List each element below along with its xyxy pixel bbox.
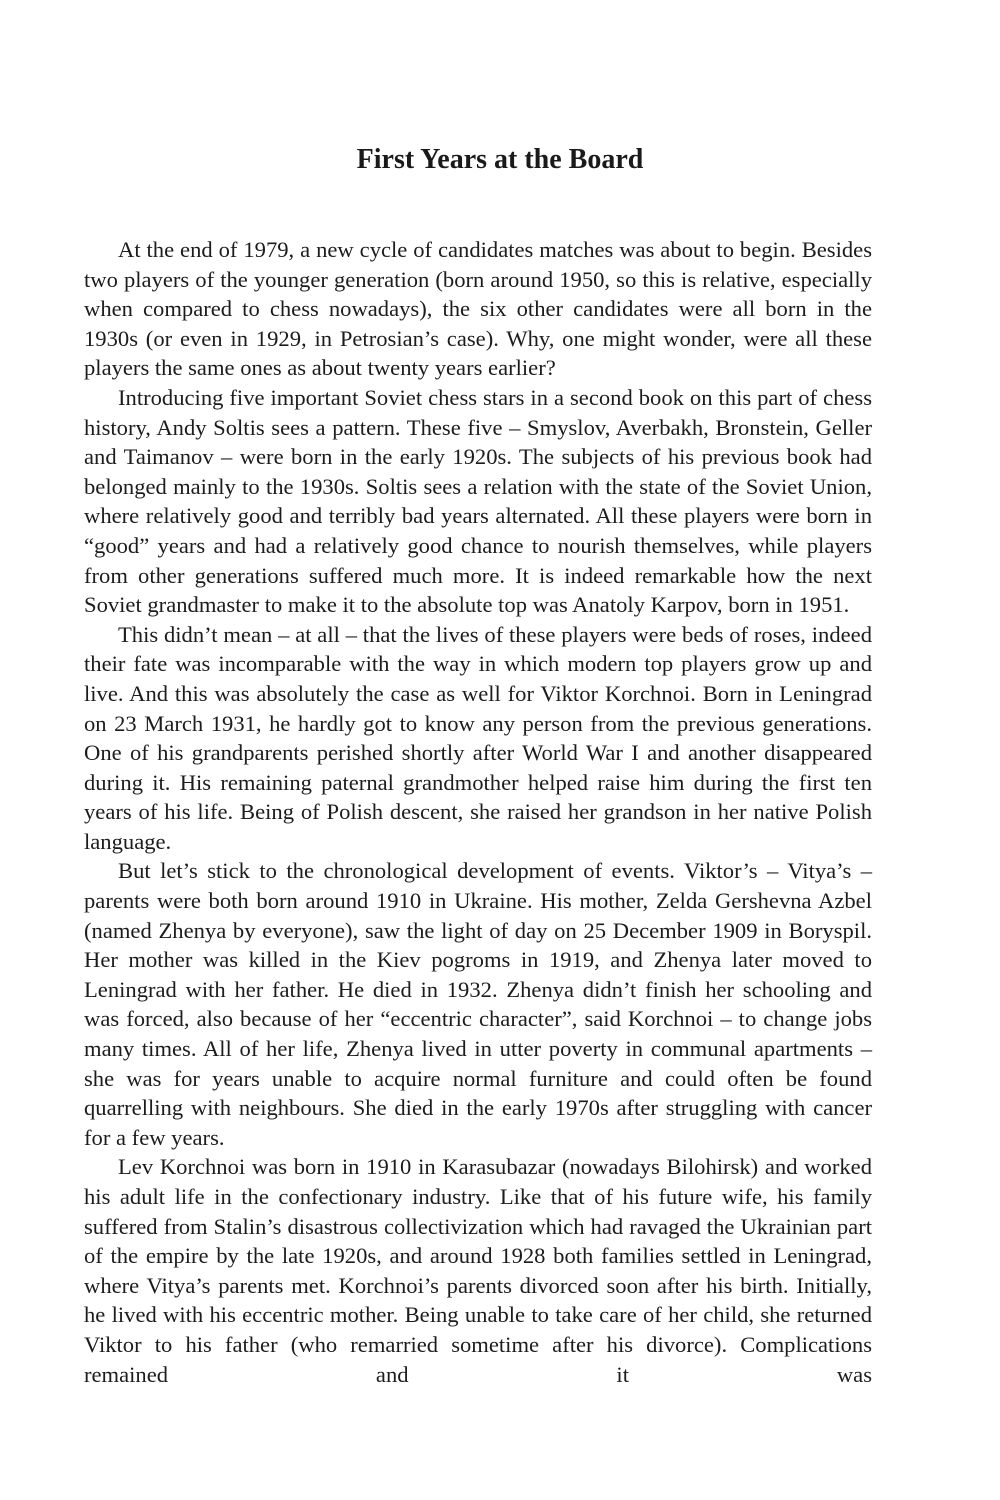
paragraph-4: But let’s stick to the chronological development of events. Viktor’s – Vitya’s – parents were both born around 1910 in Ukraine. His mother, Zelda Gershevna Azbel (named Zhenya by everyone), saw the light of day on 25 December 1909 in Boryspil. Her mother was killed in the Kiev pogroms in 1919, and Zhenya later moved to Leningrad with her father. He died in 1932. Zhenya didn’t finish her schooling and was forced, also because of her “eccentric character”, said Korchnoi – to change jobs many times. All of her life, Zhenya lived in utter poverty in communal apartments – she was for years unable to acquire normal furniture and could often be found quarrelling with neighbours. She died in the early 1970s after struggling with cancer for a few years.: [84, 858, 872, 1150]
body-text: [84, 235, 872, 1389]
paragraph-3: This didn’t mean – at all – that the lives of these players were beds of roses, indeed their fate was incomparable with the way in which modern top players grow up and live. And this was absolutely the case as well for Viktor Korchnoi. Born in Leningrad on 23 March 1931, he hardly got to know any person from the previous generations. One of his grandparents perished shortly after World War I and another disappeared during it. His remaining paternal grandmother helped raise him during the first ten years of his life. Being of Polish descent, she raised her grandson in her native Polish language.: [84, 621, 872, 854]
chapter-title: First Years at the Board: [356, 144, 644, 175]
paragraph-1: At the end of 1979, a new cycle of candidates matches was about to begin. Besides two players of the younger generation (born around 1950, so this is relative, especially when compared to chess nowadays), the six other candidates were all born in the 1930s (or even in 1929, in Petrosian’s case). Why, one might wonder, were all these players the same ones as about twenty years earlier?: [84, 237, 872, 381]
paragraph-5: Lev Korchnoi was born in 1910 in Karasubazar (nowadays Bilohirsk) and worked his adult life in the confectionary industry. Like that of his future wife, his family suffered from Stalin’s disastrous collectivization which had ravaged the Ukrainian part of the empire by the late 1920s, and around 1928 both families settled in Leningrad, where Vitya’s parents met. Korchnoi’s parents divorced soon after his birth. Initially, he lived with his eccentric mother. Being unable to take care of her child, she returned Viktor to his father (who remarried sometime after his divorce). Complications remained and it was: [84, 1154, 872, 1387]
paragraph-2: Introducing five important Soviet chess stars in a second book on this part of chess history, Andy Soltis sees a pattern. These five – Smyslov, Averbakh, Bronstein, Geller and Taimanov – were born in the early 1920s. The subjects of his previous book had belonged mainly to the 1930s. Soltis sees a relation with the state of the Soviet Union, where relatively good and terribly bad years alternated. All these players were born in “good” years and had a relatively good chance to nourish themselves, while players from other generations suffered much more. It is indeed remarkable how the next Soviet grandmaster to make it to the absolute top was Anatoly Karpov, born in 1951.: [84, 384, 872, 618]
